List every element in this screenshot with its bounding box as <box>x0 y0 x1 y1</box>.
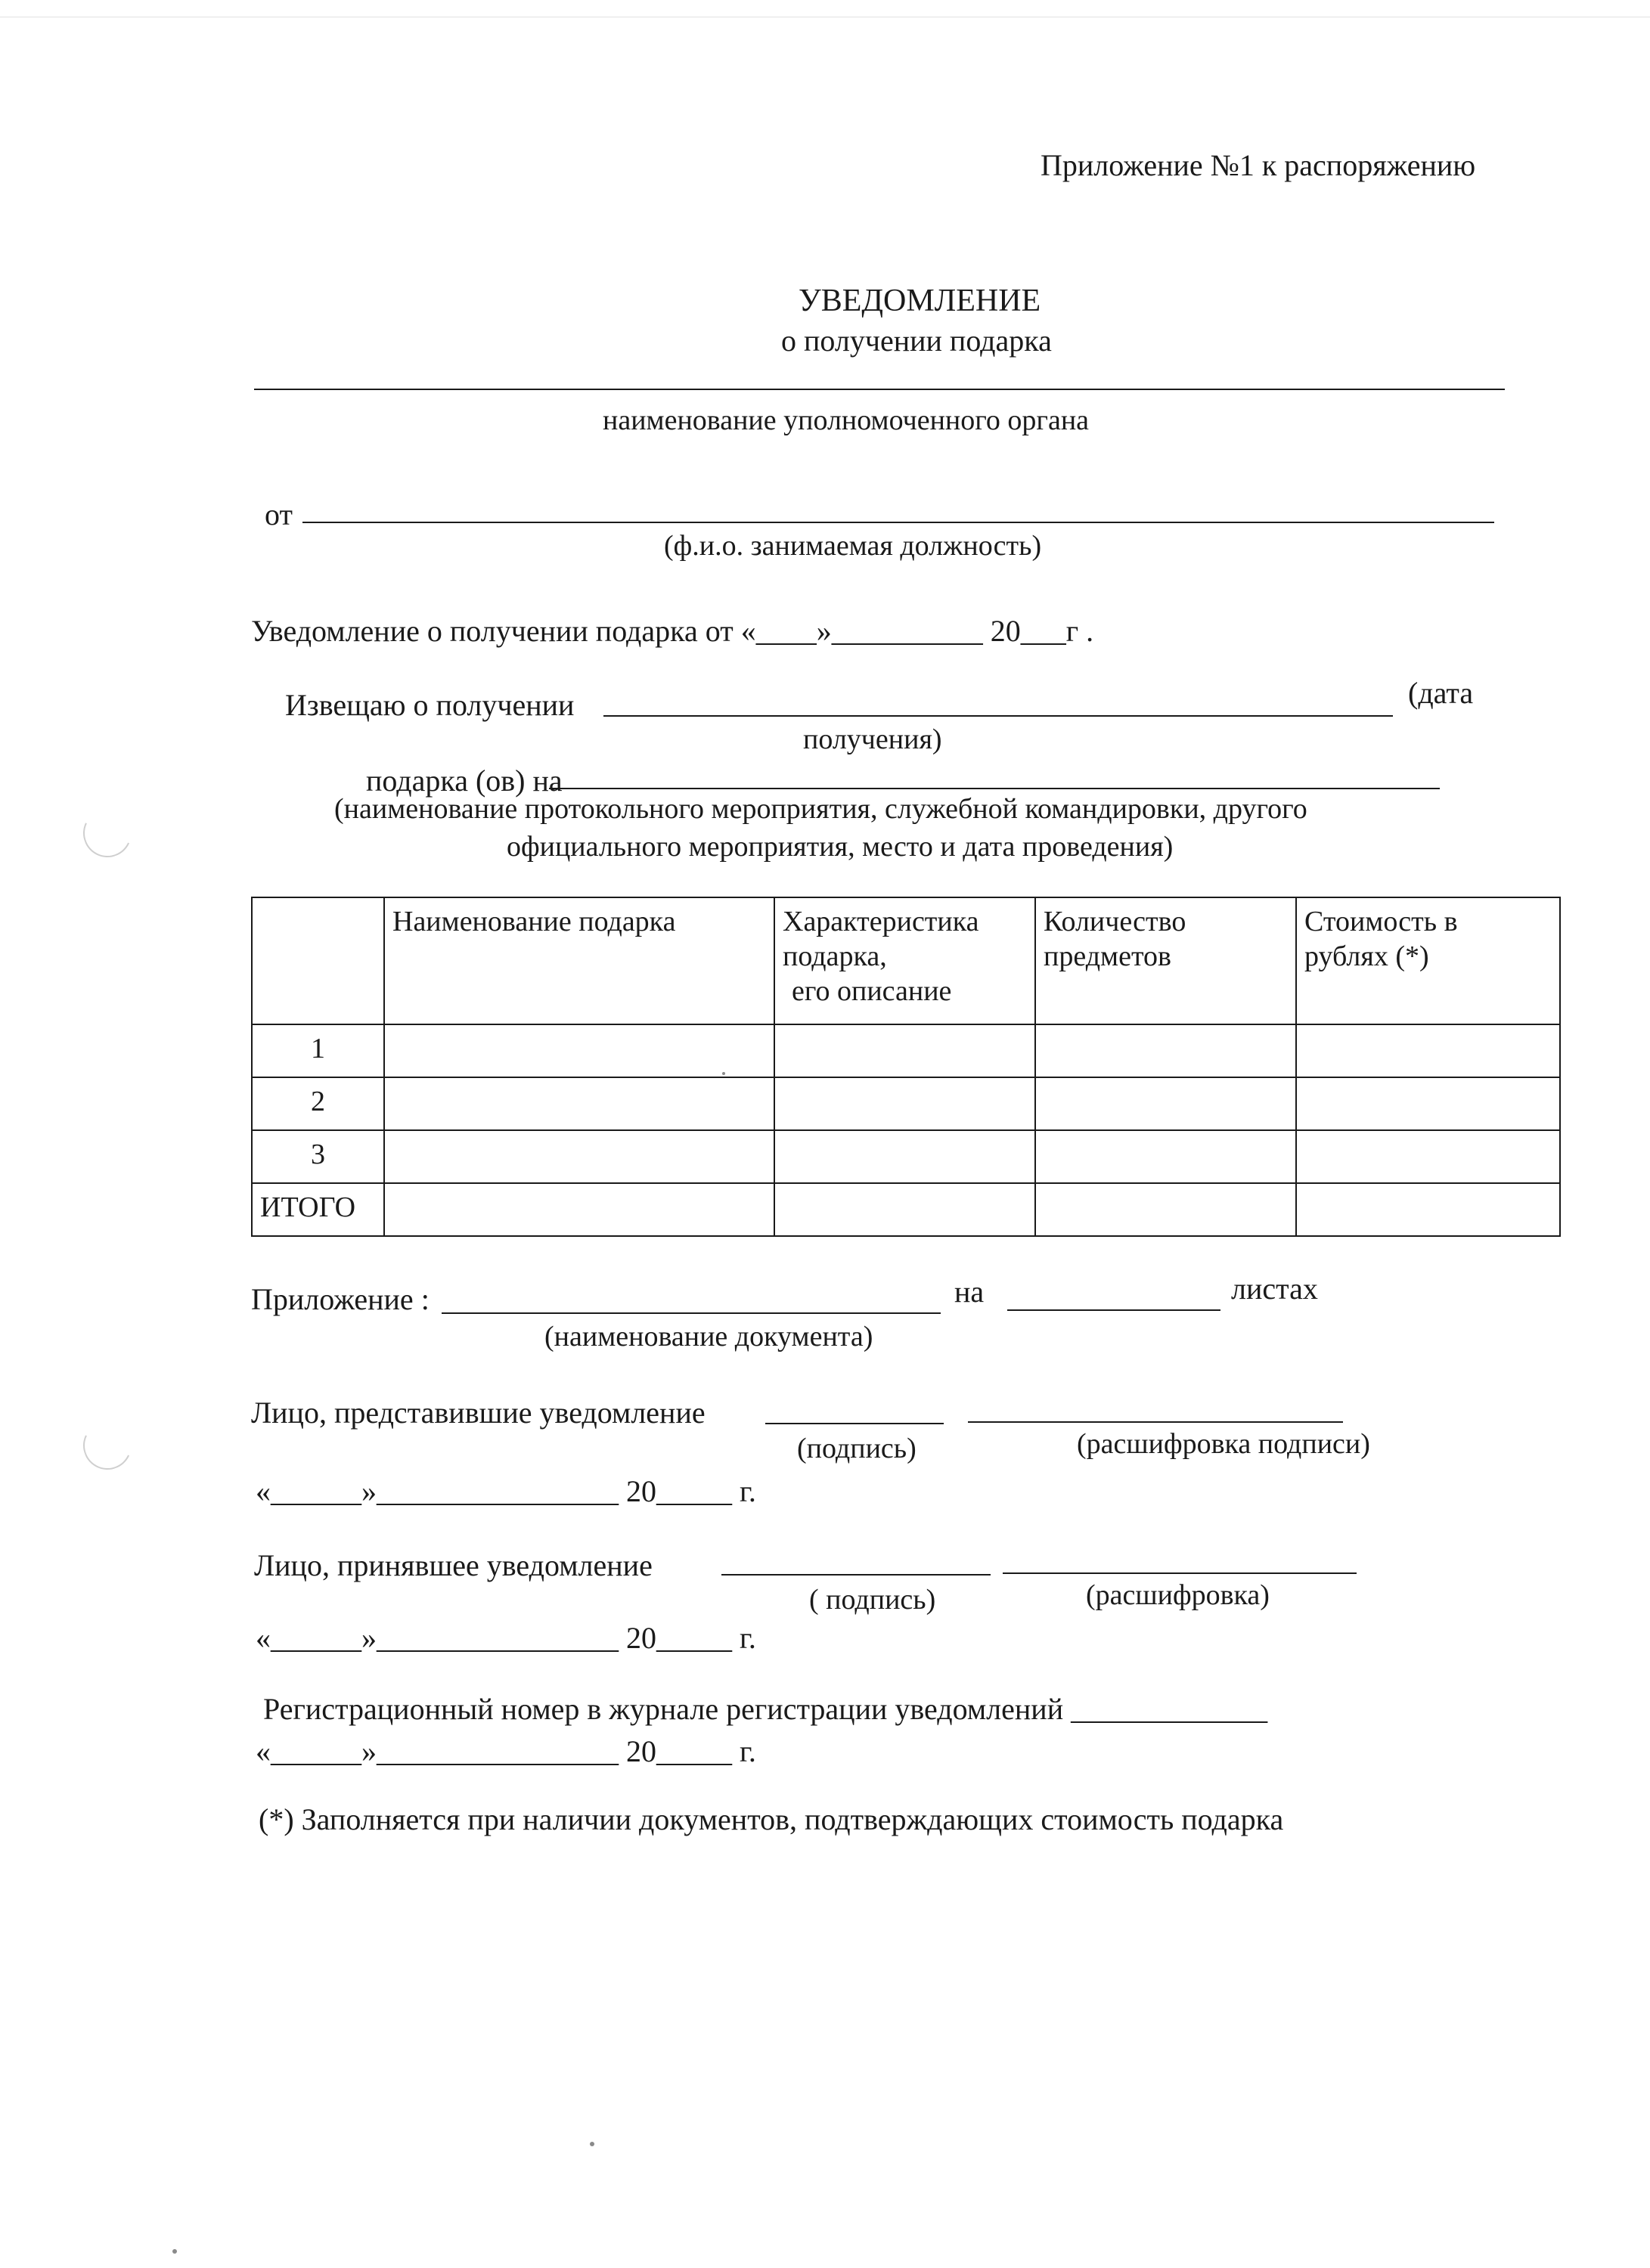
total-quantity-cell[interactable] <box>1035 1183 1296 1236</box>
registration-date-line: «______»________________ 20_____ г. <box>256 1734 756 1768</box>
gift-table <box>251 897 1561 1237</box>
receiver-date-line: «______»________________ 20_____ г. <box>256 1621 756 1655</box>
col-header-description <box>774 897 1035 1024</box>
punch-hole-mark <box>76 1414 138 1476</box>
total-name-cell[interactable] <box>384 1183 774 1236</box>
receipt-blank-line[interactable] <box>603 715 1393 717</box>
registration-label: Регистрационный номер в журнале регистрации уведомлений _____________ <box>263 1692 1268 1726</box>
submitter-signature-blank[interactable] <box>765 1423 944 1424</box>
receiver-decode-blank[interactable] <box>1003 1572 1357 1574</box>
gift-description-cell[interactable] <box>774 1077 1035 1130</box>
submitter-decode-caption: (расшифровка подписи) <box>1077 1428 1370 1460</box>
attachment-sheets-blank[interactable] <box>1007 1309 1220 1311</box>
submitter-decode-blank[interactable] <box>968 1421 1343 1423</box>
gift-cost-cell[interactable] <box>1296 1077 1560 1130</box>
gift-on-label: подарка (ов) на <box>366 764 563 798</box>
submitter-signature-caption: (подпись) <box>797 1433 916 1464</box>
receipt-date-suffix: (дата <box>1408 676 1474 710</box>
row-number-cell: 2 <box>252 1077 384 1130</box>
from-blank-line[interactable] <box>302 522 1494 523</box>
document-subtitle: о получении подарка <box>781 324 1052 358</box>
from-label: от <box>265 497 293 531</box>
attachment-caption: (наименование документа) <box>544 1321 873 1352</box>
gift-cost-cell[interactable] <box>1296 1130 1560 1183</box>
col-header-quantity <box>1035 897 1296 1024</box>
row-number-cell: 1 <box>252 1024 384 1077</box>
row-number-cell: 3 <box>252 1130 384 1183</box>
gift-quantity-cell[interactable] <box>1035 1024 1296 1077</box>
receiver-label: Лицо, принявшее уведомление <box>254 1548 653 1582</box>
col-header-cost-l2: рублях (*) <box>1304 940 1429 972</box>
submitter-label: Лицо, представившие уведомление <box>251 1396 706 1430</box>
attachment-on: на <box>954 1275 985 1309</box>
gift-name-cell[interactable] <box>384 1130 774 1183</box>
col-header-cost-l1: Стоимость в <box>1304 906 1458 937</box>
table-header-row <box>252 897 1560 1024</box>
gift-description-cell[interactable] <box>774 1024 1035 1077</box>
scan-speck <box>172 2249 177 2254</box>
receiver-decode-caption: (расшифровка) <box>1086 1579 1270 1611</box>
col-header-description-l3: его описание <box>792 975 952 1007</box>
col-header-description-l1: Характеристика <box>783 906 979 937</box>
from-caption: (ф.и.о. занимаемая должность) <box>664 530 1042 562</box>
col-header-quantity-l2: предметов <box>1044 940 1171 972</box>
attachment-doc-blank[interactable] <box>442 1312 941 1314</box>
receipt-label: Извещаю о получении <box>285 688 575 722</box>
attachment-sheets-label: листах <box>1231 1272 1318 1306</box>
receipt-date-suffix-cont: получения) <box>803 723 942 755</box>
scan-speck <box>590 2142 594 2146</box>
col-header-cost <box>1296 897 1560 1024</box>
submitter-date-line: «______»________________ 20_____ г. <box>256 1474 756 1508</box>
document-title: УВЕДОМЛЕНИЕ <box>799 284 1041 318</box>
total-cost-cell[interactable] <box>1296 1183 1560 1236</box>
table-row <box>252 1024 1560 1077</box>
receiver-signature-caption: ( подпись) <box>809 1584 936 1616</box>
event-caption-line2: официального мероприятия, место и дата проведения) <box>507 831 1174 863</box>
appendix-label: Приложение №1 к распоряжению <box>1041 148 1476 182</box>
table-row <box>252 1130 1560 1183</box>
authority-caption: наименование уполномоченного органа <box>603 404 1090 436</box>
gift-description-cell[interactable] <box>774 1130 1035 1183</box>
col-header-description-l2: подарка, <box>783 940 887 972</box>
total-label-cell: ИТОГО <box>252 1183 384 1236</box>
gift-quantity-cell[interactable] <box>1035 1130 1296 1183</box>
gift-quantity-cell[interactable] <box>1035 1077 1296 1130</box>
attachment-label: Приложение : <box>251 1282 430 1316</box>
gift-cost-cell[interactable] <box>1296 1024 1560 1077</box>
total-description-cell[interactable] <box>774 1183 1035 1236</box>
gift-name-cell[interactable] <box>384 1024 774 1077</box>
receiver-signature-blank[interactable] <box>721 1574 991 1576</box>
authority-blank-line[interactable] <box>254 389 1505 390</box>
event-caption-line1: (наименование протокольного мероприятия, служебной командировки, другого <box>334 793 1307 825</box>
col-header-name <box>384 897 774 1024</box>
event-blank-line[interactable] <box>549 788 1440 789</box>
punch-hole-mark <box>76 802 138 864</box>
col-header-number <box>252 897 384 1024</box>
table-total-row <box>252 1183 1560 1236</box>
col-header-quantity-l1: Количество <box>1044 906 1186 937</box>
notice-date-line: Уведомление о получении подарка от «____»__________ 20___г . <box>251 614 1094 648</box>
table-row <box>252 1077 1560 1130</box>
col-header-name-text: Наименование подарка <box>392 906 676 937</box>
footnote: (*) Заполняется при наличии документов, подтверждающих стоимость подарка <box>259 1802 1284 1836</box>
gift-name-cell[interactable] <box>384 1077 774 1130</box>
